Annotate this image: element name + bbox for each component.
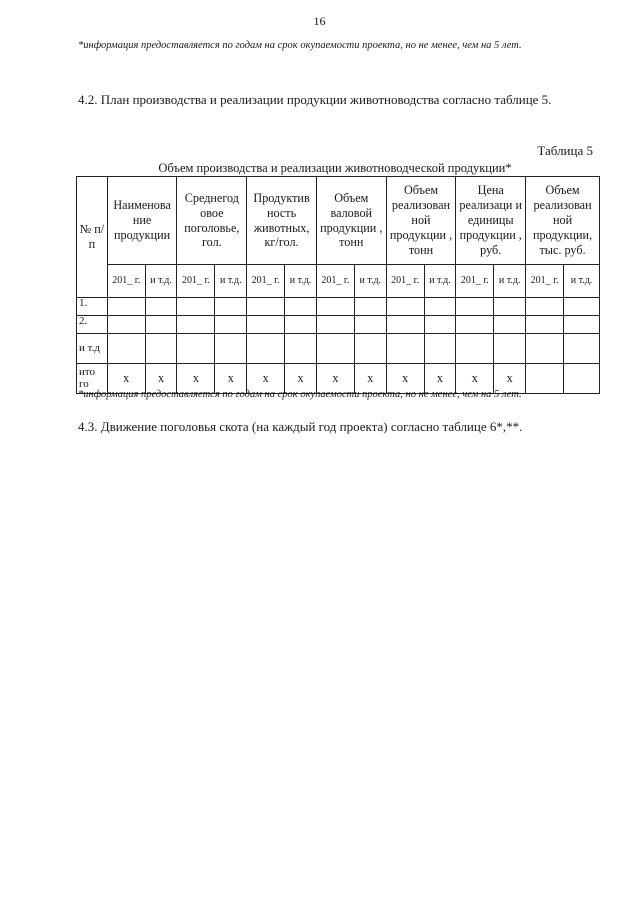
table-cell [424,334,456,364]
row-label: и т.д [77,334,108,364]
table-cell [564,316,600,334]
header-avg-livestock: Среднегод овое поголовье, гол. [177,177,247,265]
table-cell [107,316,145,334]
table-row [77,316,600,334]
table-cell [354,316,386,334]
table-label: Таблица 5 [537,143,593,158]
table-cell [526,334,564,364]
table-cell [316,334,354,364]
header-gross-output: Объем валовой продукции , тонн [316,177,386,265]
table-cell: x [354,364,386,394]
production-table [76,176,600,394]
table-cell [456,334,494,364]
subheader-etc: и т.д. [215,265,247,298]
subheader-year: 201_ г. [526,265,564,298]
table-cell [316,298,354,316]
subheader-etc: и т.д. [564,265,600,298]
footnote-bottom: *информация предоставляется по годам на срок окупаемости проекта, но не менее, чем на 5 лет. [78,389,522,400]
subheader-year: 201_ г. [247,265,285,298]
table-cell [354,298,386,316]
subheader-year: 201_ г. [177,265,215,298]
row-label: 1. [77,298,108,316]
header-product-name: Наименова ние продукции [107,177,177,265]
table-cell [494,334,526,364]
header-sold-tons: Объем реализован ной продукции , тонн [386,177,456,265]
table-cell: x [424,364,456,394]
subheader-etc: и т.д. [424,265,456,298]
table-cell [564,298,600,316]
table-cell: x [247,364,285,394]
table-cell [247,316,285,334]
table-cell: x [386,364,424,394]
table-cell [177,298,215,316]
table-row [77,334,600,364]
subheader-etc: и т.д. [285,265,317,298]
table-cell [285,334,317,364]
table-cell [564,364,600,394]
table-cell [247,298,285,316]
table-cell [424,298,456,316]
table-row [77,298,600,316]
table-cell [145,316,177,334]
page-number: 16 [313,14,326,28]
table-cell [424,316,456,334]
table-cell [494,298,526,316]
table-cell [285,316,317,334]
table-cell [285,298,317,316]
table-cell [145,334,177,364]
table-cell [386,334,424,364]
table-cell: x [285,364,317,394]
subheader-year: 201_ г. [316,265,354,298]
subheader-etc: и т.д. [145,265,177,298]
header-number: № п/п [77,177,108,298]
table-caption: Объем производства и реализации животноводческой продукции* [158,161,512,175]
table-cell [107,298,145,316]
table-cell: x [494,364,526,394]
table-cell [215,298,247,316]
table-cell [247,334,285,364]
table-cell [526,316,564,334]
subheader-year: 201_ г. [386,265,424,298]
table-cell [177,334,215,364]
table-cell [526,298,564,316]
table-cell [107,334,145,364]
footnote-top: *информация предоставляется по годам на срок окупаемости проекта, но не менее, чем на 5 лет. [78,40,522,51]
header-productivity: Продуктив ность животных, кг/гол. [247,177,317,265]
table-cell [354,334,386,364]
section-4-2-heading: 4.2. План производства и реализации продукции животноводства согласно таблице 5. [78,92,552,107]
table-cell: x [145,364,177,394]
subheader-etc: и т.д. [354,265,386,298]
table-cell: x [107,364,145,394]
subheader-year: 201_ г. [107,265,145,298]
row-label: ито го [77,364,108,394]
table-cell [145,298,177,316]
table-cell [386,298,424,316]
table-cell [316,316,354,334]
table-cell [215,316,247,334]
table-cell: x [177,364,215,394]
table-cell [456,316,494,334]
row-label: 2. [77,316,108,334]
table-cell: x [316,364,354,394]
table-cell [215,334,247,364]
table-cell [564,334,600,364]
table-cell: x [215,364,247,394]
subheader-etc: и т.д. [494,265,526,298]
table-cell: x [456,364,494,394]
header-unit-price: Цена реализаци и единицы продукции , руб. [456,177,526,265]
table-cell [526,364,564,394]
table-cell [386,316,424,334]
table-cell [494,316,526,334]
subheader-year: 201_ г. [456,265,494,298]
table-cell [456,298,494,316]
header-sold-rub: Объем реализован ной продукции, тыс. руб. [526,177,600,265]
table-cell [177,316,215,334]
section-4-3-heading: 4.3. Движение поголовья скота (на каждый год проекта) согласно таблице 6*,**. [78,419,523,434]
